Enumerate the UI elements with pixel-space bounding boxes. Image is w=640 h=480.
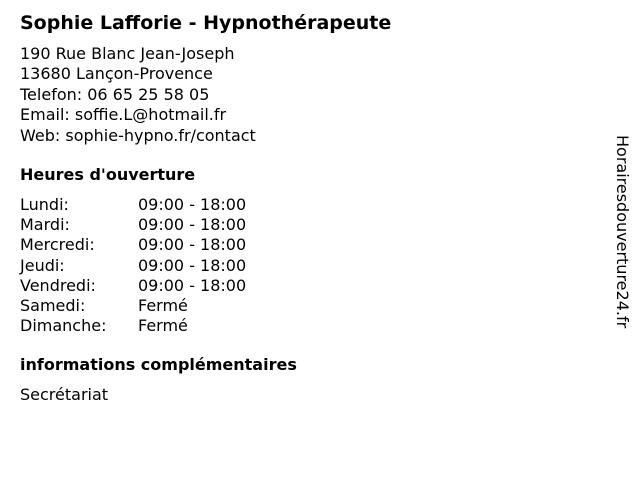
hours-value: Fermé (138, 296, 188, 316)
business-card (20, 10, 600, 405)
contact-block (20, 44, 600, 146)
brand-watermark: Horairesdouverture24.fr (613, 135, 632, 329)
phone-line: Telefon: 06 65 25 58 05 (20, 84, 210, 104)
hours-table (20, 195, 600, 336)
business-name: Sophie Lafforie - Hypnothérapeute (20, 12, 392, 34)
hours-row-mercredi (20, 235, 600, 255)
address-street: 190 Rue Blanc Jean-Joseph (20, 44, 235, 63)
hours-row-samedi (20, 296, 600, 316)
web-line: Web: sophie-hypno.fr/contact (20, 125, 256, 145)
hours-value: 09:00 - 18:00 (138, 215, 247, 235)
day-label: Mercredi: (20, 235, 95, 255)
hours-value: 09:00 - 18:00 (138, 275, 247, 295)
day-label: Samedi: (20, 296, 86, 316)
day-label: Lundi: (20, 195, 69, 215)
hours-value: Fermé (138, 316, 188, 336)
hours-row-jeudi (20, 256, 600, 276)
hours-value: 09:00 - 18:00 (138, 235, 247, 255)
day-label: Dimanche: (20, 316, 107, 336)
day-label: Vendredi: (20, 275, 96, 295)
hours-row-lundi (20, 195, 600, 215)
email-line: Email: soffie.L@hotmail.fr (20, 105, 227, 125)
hours-row-mardi (20, 215, 600, 235)
day-label: Mardi: (20, 215, 70, 235)
hours-value: 09:00 - 18:00 (138, 195, 247, 215)
hours-row-dimanche (20, 316, 600, 336)
hours-row-vendredi (20, 276, 600, 296)
hours-heading: Heures d'ouverture (20, 165, 196, 185)
extra-info-text: Secrétariat (20, 385, 109, 405)
extra-info-heading: informations complémentaires (20, 355, 297, 375)
address-city: 13680 Lançon-Provence (20, 64, 213, 84)
hours-value: 09:00 - 18:00 (138, 255, 247, 275)
day-label: Jeudi: (20, 255, 65, 275)
